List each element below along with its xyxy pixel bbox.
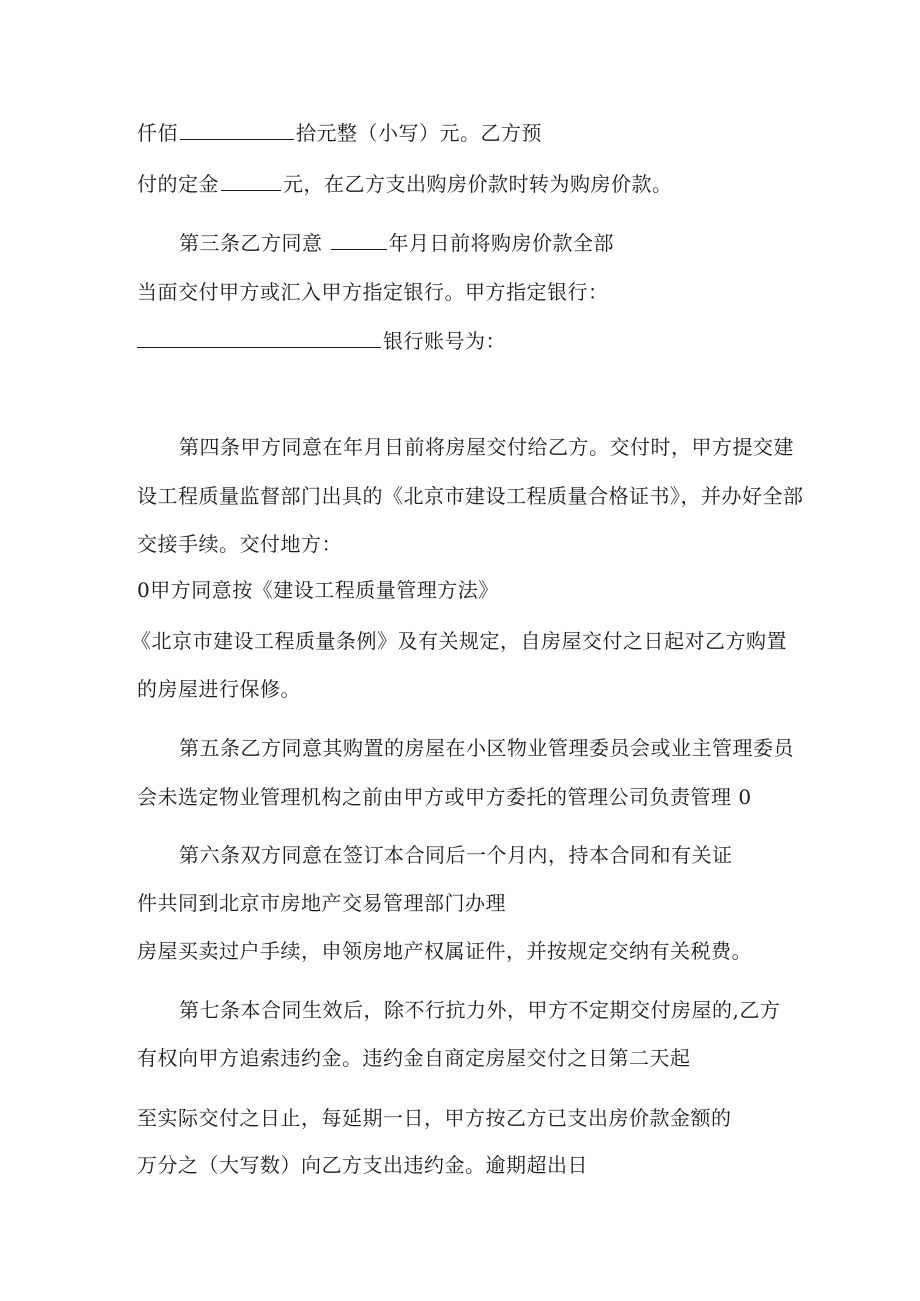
fill-blank xyxy=(180,121,294,140)
text-line xyxy=(137,1105,732,1131)
fill-blank xyxy=(221,172,281,191)
text-line xyxy=(137,483,804,509)
line-text: 第七条本合同生效后，除不行抗力外，甲方不定期交付房屋的,乙方 xyxy=(179,998,781,1022)
line-text: 第四条甲方同意在年月日前将房屋交付给乙方。交付时，甲方提交建 xyxy=(179,435,794,459)
line-text: 有权向甲方追索违约金。违约金自商定房屋交付之日第二天起 xyxy=(137,1046,691,1070)
line-text: 仟佰 xyxy=(137,121,178,145)
line-text: 元，在乙方支出购房价款时转为购房价款。 xyxy=(283,172,673,196)
line-text: 第三条乙方同意 xyxy=(179,231,323,255)
text-line xyxy=(137,279,609,305)
line-text: 《北京市建设工程质量条例》及有关规定，自房屋交付之日起对乙方购置 xyxy=(131,629,787,653)
line-text: 付的定金 xyxy=(137,172,219,196)
line-text: 设工程质量监督部门出具的《北京市建设工程质量合格证书》，并办好全部 xyxy=(137,484,804,508)
text-line xyxy=(137,328,506,354)
text-line xyxy=(137,1045,691,1071)
text-line xyxy=(179,434,794,460)
text-line xyxy=(137,938,752,964)
line-text: 万分之（大写数）向乙方支出违约金。逾期超出日 xyxy=(137,1153,588,1177)
text-line xyxy=(131,628,787,654)
text-line xyxy=(137,120,542,146)
line-text: 0甲方同意按《建设工程质量管理方法》 xyxy=(137,578,499,602)
text-line xyxy=(137,676,301,702)
line-text: 当面交付甲方或汇入甲方指定银行。甲方指定银行： xyxy=(137,280,609,304)
text-line xyxy=(179,842,733,868)
line-text: 拾元整（小写）元。乙方预 xyxy=(296,121,542,145)
text-line xyxy=(137,531,342,557)
text-line xyxy=(137,1152,588,1178)
text-line xyxy=(137,577,499,603)
line-text: 房屋买卖过户手续，申领房地产权属证件，并按规定交纳有关税费。 xyxy=(137,939,752,963)
line-text: 件共同到北京市房地产交易管理部门办理 xyxy=(137,891,506,915)
fill-blank xyxy=(331,231,387,250)
text-line xyxy=(137,171,673,197)
text-line xyxy=(137,890,506,916)
line-text: 会未选定物业管理机构之前由甲方或甲方委托的管理公司负责管理 0 xyxy=(137,785,752,809)
fill-blank xyxy=(137,329,381,348)
line-text: 银行账号为： xyxy=(383,329,506,353)
line-text: 的房屋进行保修。 xyxy=(137,677,301,701)
text-line xyxy=(179,735,794,761)
line-text: 第六条双方同意在签订本合同后一个月内，持本合同和有关证 xyxy=(179,843,733,867)
text-line xyxy=(179,230,614,256)
line-text: 至实际交付之日止，每延期一日，甲方按乙方已支出房价款金额的 xyxy=(137,1106,732,1130)
line-text: 年月日前将购房价款全部 xyxy=(388,231,614,255)
text-line xyxy=(179,997,780,1023)
line-text: 第五条乙方同意其购置的房屋在小区物业管理委员会或业主管理委员 xyxy=(179,736,794,760)
line-text: 交接手续。交付地方： xyxy=(137,532,342,556)
text-line xyxy=(137,784,752,810)
